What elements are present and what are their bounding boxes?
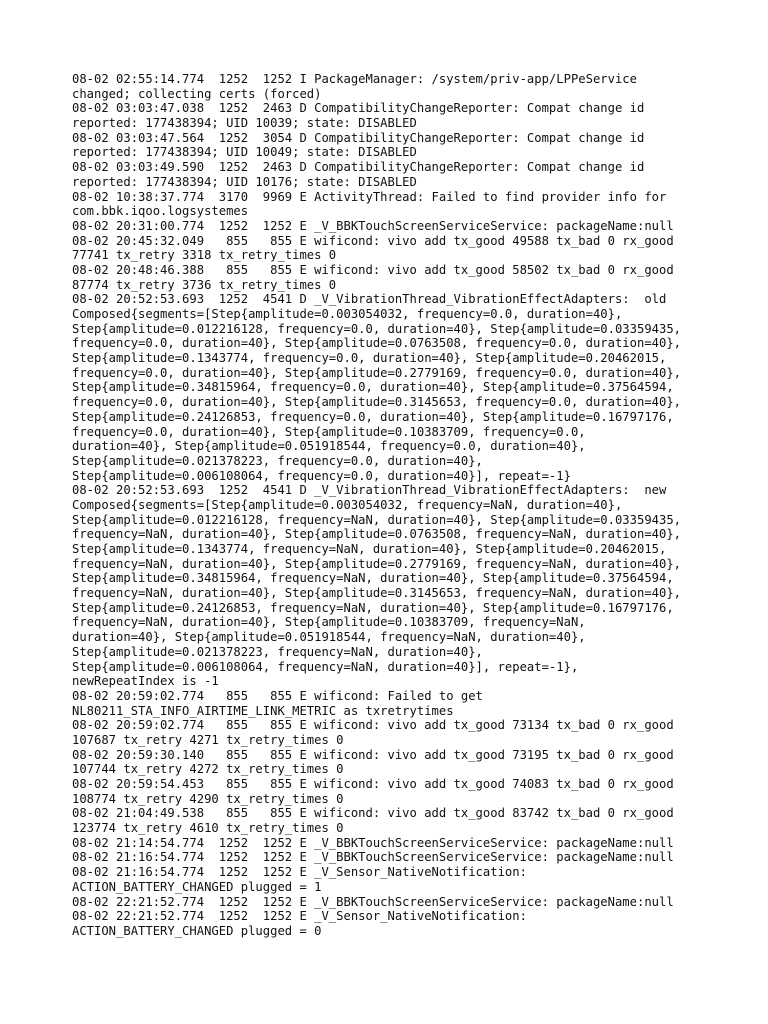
log-line: reported: 177438394; UID 10176; state: DISABLED: [72, 174, 417, 189]
log-line: Step{amplitude=0.012216128, frequency=NaN, duration=40}, Step{amplitude=0.03359435,: [72, 512, 682, 527]
log-line: Step{amplitude=0.1343774, frequency=NaN, duration=40}, Step{amplitude=0.20462015,: [72, 542, 667, 556]
log-line: 123774 tx_retry 4610 tx_retry_times 0: [72, 821, 344, 836]
log-line: Step{amplitude=0.1343774, frequency=0.0, duration=40}, Step{amplitude=0.20462015,: [72, 351, 667, 366]
log-line: Step{amplitude=0.006108064, frequency=0.0, duration=40}], repeat=-1}: [72, 468, 571, 483]
log-line: Step{amplitude=0.021378223, frequency=NaN, duration=40},: [72, 644, 483, 659]
log-line: 08-02 20:52:53.693 1252 4541 D _V_VibrationThread_VibrationEffectAdapters: old: [72, 292, 667, 307]
log-line: 77741 tx_retry 3318 tx_retry_times 0: [72, 248, 337, 263]
log-line: frequency=NaN, duration=40}, Step{amplitude=0.3145653, frequency=NaN, duration=40},: [72, 586, 682, 601]
log-line: Step{amplitude=0.34815964, frequency=0.0, duration=40}, Step{amplitude=0.37564594,: [72, 380, 674, 395]
log-line: 08-02 20:59:54.453 855 855 E wificond: vivo add tx_good 74083 tx_bad 0 rx_good: [72, 777, 674, 791]
log-line: 08-02 20:45:32.049 855 855 E wificond: vivo add tx_good 49588 tx_bad 0 rx_good: [72, 233, 674, 248]
log-line: Step{amplitude=0.24126853, frequency=NaN, duration=40}, Step{amplitude=0.16797176,: [72, 600, 674, 615]
log-line: 08-02 03:03:47.038 1252 2463 D CompatibilityChangeReporter: Compat change id: [72, 101, 645, 116]
log-line: duration=40}, Step{amplitude=0.051918544, frequency=NaN, duration=40},: [72, 630, 586, 645]
log-line: 08-02 03:03:49.590 1252 2463 D CompatibilityChangeReporter: Compat change id: [72, 160, 645, 175]
log-line: frequency=NaN, duration=40}, Step{amplitude=0.2779169, frequency=NaN, duration=40},: [72, 556, 682, 571]
log-line: Step{amplitude=0.24126853, frequency=0.0, duration=40}, Step{amplitude=0.16797176,: [72, 409, 674, 424]
log-line: changed; collecting certs (forced): [72, 86, 322, 101]
log-line: Composed{segments=[Step{amplitude=0.003054032, frequency=0.0, duration=40},: [72, 307, 623, 321]
log-line: 87774 tx_retry 3736 tx_retry_times 0: [72, 277, 337, 292]
log-line: NL80211_STA_INFO_AIRTIME_LINK_METRIC as txretrytimes: [72, 703, 454, 718]
log-line: 08-02 20:52:53.693 1252 4541 D _V_VibrationThread_VibrationEffectAdapters: new: [72, 483, 667, 498]
log-line: 08-02 21:16:54.774 1252 1252 E _V_Sensor_NativeNotification:: [72, 865, 527, 880]
log-line: 08-02 21:14:54.774 1252 1252 E _V_BBKTouchScreenServiceService: packageName:null: [72, 835, 674, 850]
log-line: 108774 tx_retry 4290 tx_retry_times 0: [72, 791, 344, 806]
log-line: 08-02 20:59:30.140 855 855 E wificond: vivo add tx_good 73195 tx_bad 0 rx_good: [72, 747, 674, 762]
log-line: 08-02 10:38:37.774 3170 9969 E ActivityThread: Failed to find provider info for: [72, 189, 667, 204]
log-line: newRepeatIndex is -1: [72, 674, 219, 689]
log-line: frequency=0.0, duration=40}, Step{amplitude=0.0763508, frequency=0.0, duration=40},: [72, 336, 682, 351]
log-page: [72, 72, 702, 939]
log-line: Step{amplitude=0.012216128, frequency=0.0, duration=40}, Step{amplitude=0.03359435,: [72, 321, 682, 336]
log-line: 08-02 20:59:02.774 855 855 E wificond: Failed to get: [72, 688, 483, 703]
log-line: 107744 tx_retry 4272 tx_retry_times 0: [72, 762, 344, 777]
log-line: reported: 177438394; UID 10049; state: DISABLED: [72, 145, 417, 160]
log-line: duration=40}, Step{amplitude=0.051918544, frequency=0.0, duration=40},: [72, 439, 586, 454]
log-line: Step{amplitude=0.021378223, frequency=0.0, duration=40},: [72, 453, 483, 468]
log-line: frequency=NaN, duration=40}, Step{amplitude=0.10383709, frequency=NaN,: [72, 615, 586, 630]
log-line: ACTION_BATTERY_CHANGED plugged = 1: [72, 879, 322, 894]
log-line: 08-02 20:48:46.388 855 855 E wificond: vivo add tx_good 58502 tx_bad 0 rx_good: [72, 262, 674, 277]
log-line: 107687 tx_retry 4271 tx_retry_times 0: [72, 732, 344, 747]
log-line: frequency=0.0, duration=40}, Step{amplitude=0.2779169, frequency=0.0, duration=40},: [72, 365, 682, 380]
log-line: 08-02 20:59:02.774 855 855 E wificond: vivo add tx_good 73134 tx_bad 0 rx_good: [72, 718, 674, 733]
log-line: 08-02 22:21:52.774 1252 1252 E _V_BBKTouchScreenServiceService: packageName:null: [72, 894, 674, 909]
log-line: frequency=0.0, duration=40}, Step{amplitude=0.10383709, frequency=0.0,: [72, 424, 586, 439]
log-line: 08-02 22:21:52.774 1252 1252 E _V_Sensor_NativeNotification:: [72, 909, 527, 924]
log-line: 08-02 02:55:14.774 1252 1252 I PackageManager: /system/priv-app/LPPeService: [72, 72, 637, 86]
log-line: Composed{segments=[Step{amplitude=0.003054032, frequency=NaN, duration=40},: [72, 497, 623, 512]
log-line: reported: 177438394; UID 10039; state: DISABLED: [72, 116, 417, 131]
log-line: frequency=NaN, duration=40}, Step{amplitude=0.0763508, frequency=NaN, duration=40},: [72, 527, 682, 542]
log-line: ACTION_BATTERY_CHANGED plugged = 0: [72, 923, 322, 938]
log-line: 08-02 03:03:47.564 1252 3054 D CompatibilityChangeReporter: Compat change id: [72, 130, 645, 145]
log-line: 08-02 21:16:54.774 1252 1252 E _V_BBKTouchScreenServiceService: packageName:null: [72, 850, 674, 865]
log-line: com.bbk.iqoo.logsystemes: [72, 204, 249, 219]
log-line: frequency=0.0, duration=40}, Step{amplitude=0.3145653, frequency=0.0, duration=40},: [72, 395, 682, 410]
log-line: Step{amplitude=0.34815964, frequency=NaN, duration=40}, Step{amplitude=0.37564594,: [72, 571, 674, 586]
log-line: 08-02 20:31:00.774 1252 1252 E _V_BBKTouchScreenServiceService: packageName:null: [72, 218, 674, 233]
log-line: 08-02 21:04:49.538 855 855 E wificond: vivo add tx_good 83742 tx_bad 0 rx_good: [72, 806, 674, 821]
log-line: Step{amplitude=0.006108064, frequency=NaN, duration=40}], repeat=-1},: [72, 659, 579, 674]
